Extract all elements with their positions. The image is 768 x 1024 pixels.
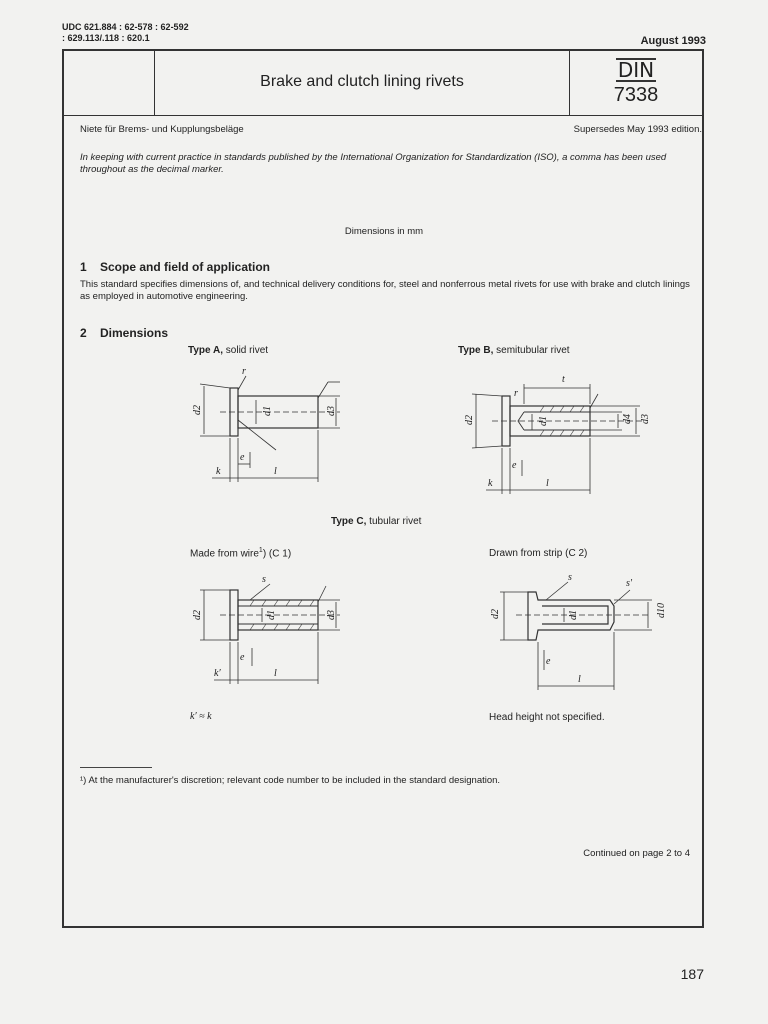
label-d2: d2	[192, 405, 203, 415]
din-logo: DIN	[617, 58, 655, 82]
kprime-approx-note: k′ ≈ k	[190, 711, 212, 722]
section-1-heading	[80, 260, 270, 274]
supersedes-note: Supersedes May 1993 edition.	[573, 124, 702, 135]
type-c-bold: Type C,	[331, 516, 367, 527]
c1-label-suffix: ) (C 1)	[262, 548, 292, 560]
type-c-label	[331, 516, 421, 527]
udc-codes	[62, 22, 189, 44]
footnote-1: ¹) At the manufacturer's discretion; relevant code number to be included in the standard designation.	[80, 775, 501, 786]
label-b-d2: d2	[464, 415, 475, 425]
din-cell	[569, 51, 702, 115]
label-c2-d1: d1	[568, 610, 579, 620]
section-1-body: This standard specifies dimensions of, and technical delivery conditions for, steel and nonferrous metal rivets for use with brake and clutch linings as employed in automotive engineering.	[80, 279, 690, 302]
issue-date: August 1993	[640, 35, 706, 47]
section-2-number: 2	[80, 326, 87, 340]
section-1-number: 1	[80, 260, 87, 274]
label-c1-d1: d1	[266, 610, 277, 620]
label-c2-d2: d2	[490, 609, 501, 619]
type-a-bold: Type A,	[188, 345, 224, 356]
label-b-e: e	[512, 460, 517, 471]
document-title: Brake and clutch lining rivets	[260, 73, 464, 90]
label-e: e	[240, 452, 245, 463]
label-l: l	[274, 466, 277, 477]
c2-label: Drawn from strip (C 2)	[489, 548, 588, 559]
german-title: Niete für Brems- und Kupplungsbeläge	[80, 124, 244, 135]
label-b-d3: d3	[640, 414, 651, 424]
label-c2-l: l	[578, 674, 581, 685]
type-a-desc: solid rivet	[223, 345, 269, 356]
section-1-title: Scope and field of application	[100, 260, 271, 274]
label-c2-sprime: s′	[626, 578, 633, 589]
type-c1-drawing	[190, 570, 360, 690]
section-2-title: Dimensions	[100, 326, 169, 340]
title-block	[64, 51, 702, 116]
udc-line-2: : 629.113/.118 : 620.1	[62, 33, 150, 43]
type-b-drawing	[462, 370, 652, 500]
label-c1-s: s	[262, 574, 266, 585]
label-c2-e: e	[546, 656, 551, 667]
footnote-divider	[80, 767, 152, 768]
section-2-heading	[80, 326, 168, 340]
label-c1-d3: d3	[326, 610, 337, 620]
label-b-r: r	[514, 388, 518, 399]
din-number: 7338	[613, 84, 659, 106]
continued-note: Continued on page 2 to 4	[583, 848, 690, 859]
iso-decimal-note: In keeping with current practice in standards published by the International Organization for Standardization (ISO), a comma has been used throughout as the decimal marker.	[80, 152, 667, 175]
label-c1-kprime: k′	[214, 668, 221, 679]
title-block-left-cell	[64, 51, 155, 115]
type-b-bold: Type B,	[458, 345, 494, 356]
c1-label-text: Made from wire	[190, 548, 259, 560]
label-k: k	[216, 466, 221, 477]
type-c-desc: tubular rivet	[366, 516, 422, 527]
label-b-l: l	[546, 478, 549, 489]
udc-line-1: UDC 621.884 : 62-578 : 62-592	[62, 22, 189, 32]
label-c2-s: s	[568, 572, 572, 583]
label-b-t: t	[562, 374, 565, 385]
type-a-drawing	[190, 360, 360, 490]
type-b-desc: semitubular rivet	[493, 345, 570, 356]
label-b-k: k	[488, 478, 493, 489]
label-r: r	[242, 366, 246, 377]
head-height-note: Head height not specified.	[489, 712, 605, 723]
label-d1: d1	[262, 406, 273, 416]
label-d3: d3	[326, 406, 337, 416]
dimensions-note: Dimensions in mm	[344, 226, 424, 237]
type-b-label	[458, 345, 570, 356]
label-b-d4: d4	[622, 414, 633, 424]
label-c1-l: l	[274, 668, 277, 679]
c1-footnote-ref: 1	[258, 547, 263, 554]
page-number: 187	[680, 966, 704, 982]
label-c1-d2: d2	[192, 610, 203, 620]
type-c2-drawing	[480, 570, 670, 695]
c1-label	[190, 547, 291, 559]
label-c1-e: e	[240, 652, 245, 663]
label-b-d1: d1	[538, 416, 549, 426]
type-a-label	[188, 345, 268, 356]
label-c2-d10: d10	[656, 603, 667, 618]
